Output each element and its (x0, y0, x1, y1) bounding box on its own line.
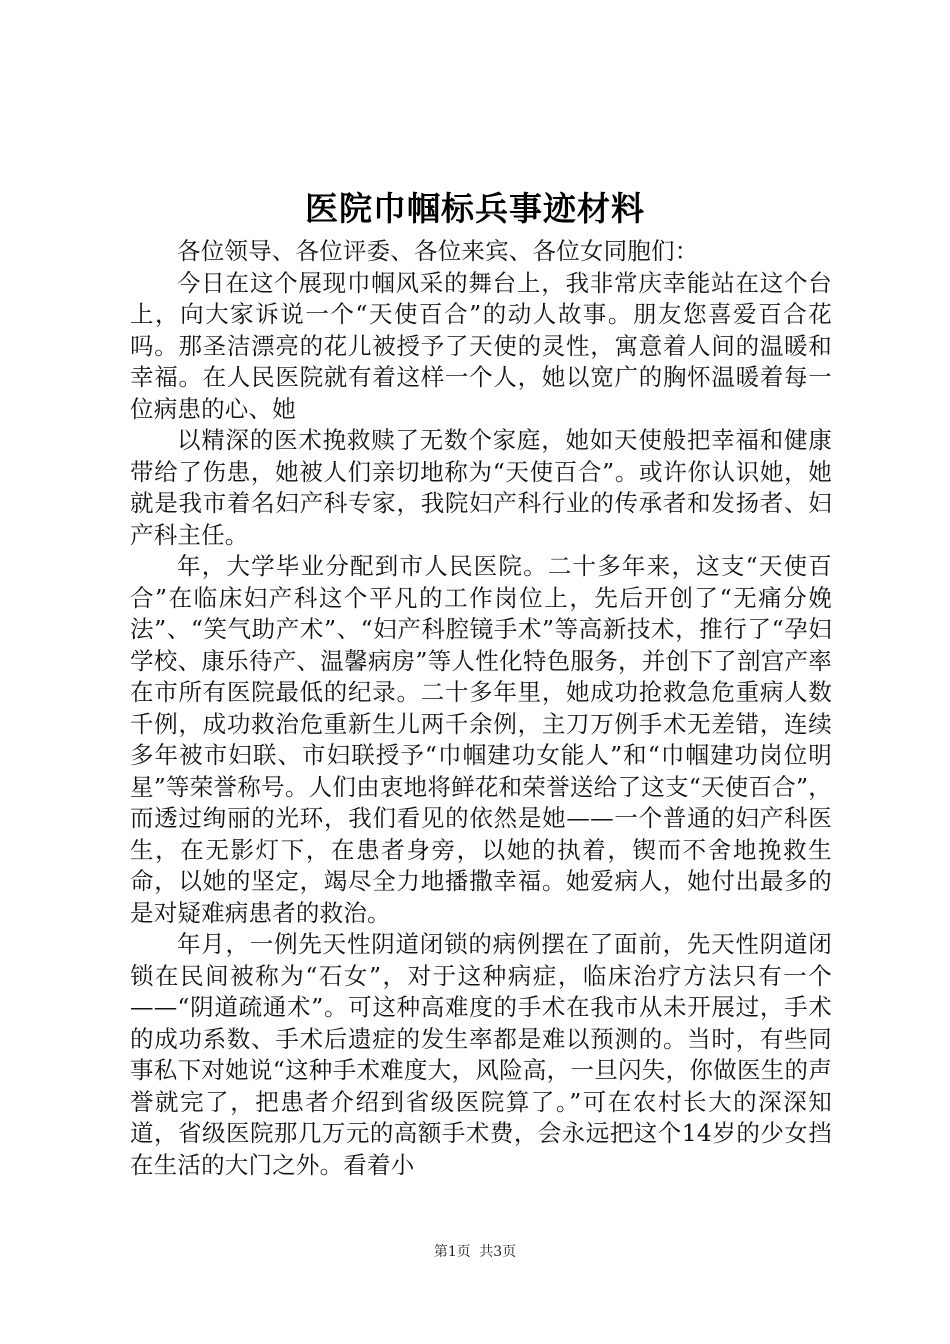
document-title: 医院巾帼标兵事迹材料 (305, 189, 645, 228)
paragraph-medical-skill: 以精深的医术挽救赎了无数个家庭，她如天使般把幸福和健康带给了伤患，她被人们亲切地称为“天使百合”。或许你认识她，她就是我市着名妇产科专家，我院妇产科行业的传承者和发扬者、妇产科主任。 (130, 426, 832, 549)
page-total: 共3页 (479, 1244, 517, 1260)
paragraph-career: 年，大学毕业分配到市人民医院。二十多年来，这支“天使百合”在临床妇产科这个平凡的工作岗位上，先后开创了“无痛分娩法”、“笑气助产术”、“妇产科腔镜手术”等高新技术，推行了“孕妇学校、康乐待产、温馨病房”等人性化特色服务，并创下了剖宫产率在市所有医院最低的纪录。二十多年里，她成功抢救急危重病人数千例，成功救治危重新生儿两千余例，主刀万例手术无差错，连续多年被市妇联、市妇联授予“巾帼建功女能人”和“巾帼建功岗位明星”等荣誉称号。人们由衷地将鲜花和荣誉送给了这支“天使百合”，而透过绚丽的光环，我们看见的依然是她——一个普通的妇产科医生，在无影灯下，在患者身旁，以她的执着，锲而不舍地挽救生命，以她的坚定，竭尽全力地播撒幸福。她爱病人，她付出最多的是对疑难病患者的救治。 (130, 552, 832, 927)
page-footer (0, 1242, 950, 1262)
page-number: 第1页 (433, 1244, 471, 1260)
paragraph-intro: 今日在这个展现巾帼风采的舞台上，我非常庆幸能站在这个台上，向大家诉说一个“天使百合”的动人故事。朋友您喜爱百合花吗。那圣洁漂亮的花儿被授予了天使的灵性，寓意着人间的温暖和幸福。在人民医院就有着这样一个人，她以宽广的胸怀温暖着每一位病患的心、她 (130, 268, 832, 423)
paragraph-salutation: 各位领导、各位评委、各位来宾、各位女同胞们： (177, 237, 699, 265)
paragraph-case: 年月，一例先天性阴道闭锁的病例摆在了面前，先天性阴道闭锁在民间被称为“石女”，对于这种病症，临床治疗方法只有一个——“阴道疏通术”。可这种高难度的手术在我市从未开展过，手术的成功系数、手术后遗症的发生率都是难以预测的。当时，有些同事私下对她说“这种手术难度大，风险高，一旦闪失，你做医生的声誉就完了，把患者介绍到省级医院算了。”可在农村长大的深深知道，省级医院那几万元的高额手术费，会永远把这个14岁的少女挡在生活的大门之外。看着小 (130, 930, 832, 1179)
document-body (130, 236, 832, 1181)
